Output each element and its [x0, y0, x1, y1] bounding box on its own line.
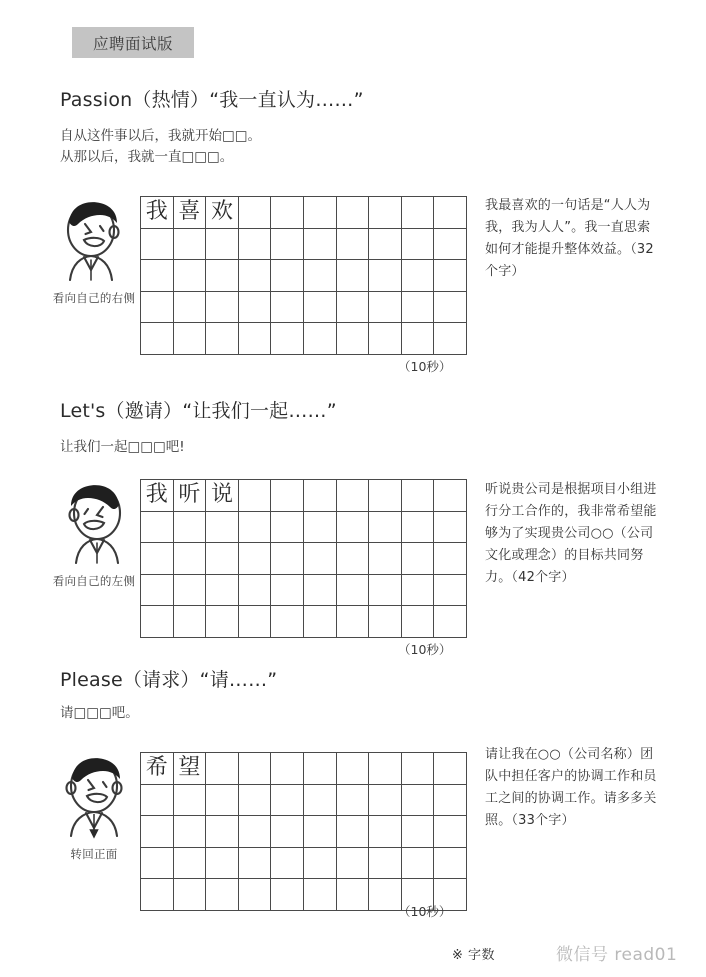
grid-cell[interactable]	[304, 229, 337, 261]
grid-cell[interactable]	[337, 753, 370, 785]
grid-cell[interactable]	[369, 229, 402, 261]
timer-label: （10秒）	[398, 359, 452, 374]
grid-cell[interactable]	[174, 848, 207, 880]
grid-cell[interactable]	[304, 879, 337, 911]
watermark-label: 微信号 read01	[556, 945, 678, 965]
grid-cell[interactable]: 喜	[174, 197, 207, 229]
grid-cell[interactable]	[402, 197, 435, 229]
grid-cell[interactable]	[271, 543, 304, 575]
grid-cell[interactable]	[304, 292, 337, 324]
grid-cell[interactable]	[141, 606, 174, 638]
grid-cell[interactable]	[304, 575, 337, 607]
answer-grid-lets[interactable]	[140, 479, 467, 638]
version-badge-label: 应聘面试版	[92, 34, 173, 53]
grid-cell[interactable]	[206, 260, 239, 292]
footer-note: ※ 字数	[452, 948, 496, 963]
grid-cell[interactable]	[369, 785, 402, 817]
grid-cell[interactable]	[206, 512, 239, 544]
grid-cell[interactable]	[402, 785, 435, 817]
grid-cell[interactable]	[271, 575, 304, 607]
grid-cell[interactable]	[304, 512, 337, 544]
grid-cell[interactable]	[402, 753, 435, 785]
grid-cell[interactable]	[304, 848, 337, 880]
grid-cell[interactable]	[402, 543, 435, 575]
grid-cell[interactable]	[304, 785, 337, 817]
grid-cell[interactable]	[369, 260, 402, 292]
grid-cell[interactable]	[271, 229, 304, 261]
section-heading: Passion（热情）“我一直认为……”	[60, 89, 364, 111]
grid-cell[interactable]	[239, 543, 272, 575]
grid-cell[interactable]	[369, 575, 402, 607]
grid-cell[interactable]	[402, 292, 435, 324]
avatar-please	[38, 752, 150, 862]
grid-cell[interactable]	[337, 480, 370, 512]
grid-cell[interactable]	[206, 753, 239, 785]
grid-cell[interactable]	[337, 197, 370, 229]
grid-cell[interactable]	[434, 480, 467, 512]
grid-cell[interactable]	[174, 323, 207, 355]
grid-cell[interactable]	[271, 260, 304, 292]
grid-cell[interactable]	[434, 512, 467, 544]
section-heading: Let's（邀请）“让我们一起……”	[60, 400, 337, 422]
section-subline: 请□□□吧。	[60, 705, 139, 721]
grid-cell[interactable]	[239, 292, 272, 324]
grid-cell[interactable]	[174, 816, 207, 848]
grid-cell[interactable]	[141, 260, 174, 292]
avatar-passion	[38, 196, 150, 306]
grid-cell[interactable]	[141, 816, 174, 848]
grid-cell[interactable]	[271, 480, 304, 512]
section-subline: 自从这件事以后，我就开始□□。	[60, 128, 262, 144]
grid-cell[interactable]	[271, 753, 304, 785]
grid-cell[interactable]	[369, 606, 402, 638]
grid-cell[interactable]	[369, 879, 402, 911]
sidenote-lets: 听说贵公司是根据项目小组进行分工合作的，我非常希望能够为了实现贵公司○○（公司文化或理念）的目标共同努力。（42个字）	[485, 482, 657, 585]
grid-cell[interactable]	[402, 848, 435, 880]
grid-cell[interactable]	[304, 197, 337, 229]
grid-cell[interactable]	[271, 323, 304, 355]
grid-cell[interactable]	[434, 543, 467, 575]
grid-cell[interactable]	[369, 197, 402, 229]
grid-cell[interactable]	[337, 606, 370, 638]
grid-cell[interactable]	[434, 197, 467, 229]
grid-cell[interactable]	[206, 229, 239, 261]
grid-cell[interactable]	[402, 260, 435, 292]
grid-cell[interactable]	[174, 606, 207, 638]
grid-cell[interactable]	[206, 575, 239, 607]
grid-cell[interactable]	[141, 323, 174, 355]
grid-cell[interactable]	[141, 879, 174, 911]
section-subline: 从那以后，我就一直□□□。	[60, 149, 234, 165]
avatar-lets	[38, 479, 150, 589]
grid-cell[interactable]	[141, 785, 174, 817]
grid-cell[interactable]	[141, 575, 174, 607]
grid-cell[interactable]	[239, 323, 272, 355]
avatar-caption: 看向自己的左侧	[52, 574, 136, 588]
sidenote-passion: 我最喜欢的一句话是“人人为我，我为人人”。我一直思索如何才能提升整体效益。（32个字）	[485, 198, 654, 279]
grid-cell[interactable]	[239, 197, 272, 229]
grid-cell[interactable]	[141, 229, 174, 261]
grid-cell[interactable]	[206, 879, 239, 911]
grid-cell[interactable]	[402, 606, 435, 638]
grid-cell[interactable]	[239, 229, 272, 261]
grid-cell[interactable]	[206, 785, 239, 817]
grid-cell[interactable]	[239, 512, 272, 544]
grid-cell[interactable]: 听	[174, 480, 207, 512]
face-looking-right-icon	[51, 196, 137, 288]
grid-cell[interactable]	[434, 229, 467, 261]
grid-cell[interactable]	[369, 543, 402, 575]
grid-cell[interactable]	[402, 480, 435, 512]
grid-cell[interactable]	[271, 292, 304, 324]
grid-cell[interactable]: 欢	[206, 197, 239, 229]
grid-cell[interactable]	[174, 512, 207, 544]
section-subline: 让我们一起□□□吧!	[60, 439, 185, 455]
grid-cell[interactable]	[402, 229, 435, 261]
grid-cell[interactable]	[271, 785, 304, 817]
grid-cell[interactable]	[304, 480, 337, 512]
grid-cell[interactable]: 我	[141, 197, 174, 229]
grid-cell[interactable]	[337, 512, 370, 544]
grid-cell[interactable]	[337, 848, 370, 880]
grid-cell[interactable]	[271, 816, 304, 848]
grid-cell[interactable]	[239, 848, 272, 880]
grid-cell[interactable]	[434, 260, 467, 292]
grid-cell[interactable]	[434, 606, 467, 638]
grid-cell[interactable]	[206, 816, 239, 848]
avatar-caption: 转回正面	[70, 847, 118, 861]
grid-cell[interactable]	[271, 606, 304, 638]
grid-cell[interactable]	[174, 543, 207, 575]
grid-cell[interactable]	[402, 512, 435, 544]
grid-cell[interactable]	[434, 848, 467, 880]
grid-cell[interactable]	[337, 260, 370, 292]
grid-cell[interactable]	[402, 816, 435, 848]
grid-cell[interactable]	[369, 753, 402, 785]
grid-cell[interactable]	[304, 753, 337, 785]
grid-cell[interactable]	[206, 292, 239, 324]
sidenote-please: 请让我在○○（公司名称）团队中担任客户的协调工作和员工之间的协调工作。请多多关照。（33个字）	[485, 747, 657, 828]
grid-cell[interactable]	[434, 292, 467, 324]
grid-cell[interactable]	[174, 785, 207, 817]
grid-cell[interactable]	[271, 197, 304, 229]
grid-cell[interactable]	[239, 816, 272, 848]
answer-grid-please[interactable]	[140, 752, 467, 911]
grid-cell[interactable]	[239, 260, 272, 292]
grid-cell[interactable]: 说	[206, 480, 239, 512]
grid-cell[interactable]	[402, 323, 435, 355]
grid-cell[interactable]	[206, 543, 239, 575]
avatar-caption: 看向自己的右侧	[52, 291, 136, 305]
grid-cell[interactable]	[141, 512, 174, 544]
grid-cell[interactable]	[174, 229, 207, 261]
grid-cell[interactable]	[369, 323, 402, 355]
grid-cell[interactable]	[337, 575, 370, 607]
section-heading: Please（请求）“请……”	[60, 669, 278, 691]
grid-cell[interactable]	[369, 292, 402, 324]
grid-cell[interactable]	[271, 879, 304, 911]
grid-cell[interactable]	[434, 816, 467, 848]
grid-cell[interactable]	[434, 753, 467, 785]
timer-label: （10秒）	[398, 904, 452, 919]
grid-cell[interactable]	[337, 785, 370, 817]
grid-cell[interactable]	[304, 260, 337, 292]
grid-cell[interactable]	[337, 292, 370, 324]
grid-cell[interactable]	[337, 543, 370, 575]
grid-cell[interactable]	[141, 292, 174, 324]
grid-cell[interactable]	[402, 575, 435, 607]
face-looking-left-icon	[51, 479, 137, 571]
grid-cell[interactable]	[239, 606, 272, 638]
grid-cell[interactable]	[369, 480, 402, 512]
grid-cell[interactable]	[174, 575, 207, 607]
grid-cell[interactable]	[206, 606, 239, 638]
grid-cell[interactable]	[174, 879, 207, 911]
grid-cell[interactable]	[239, 753, 272, 785]
grid-cell[interactable]	[239, 785, 272, 817]
grid-cell[interactable]	[304, 816, 337, 848]
grid-cell[interactable]	[337, 879, 370, 911]
grid-cell[interactable]	[304, 543, 337, 575]
grid-cell[interactable]	[239, 480, 272, 512]
answer-grid-passion[interactable]	[140, 196, 467, 355]
grid-cell[interactable]	[174, 260, 207, 292]
grid-cell[interactable]: 我	[141, 480, 174, 512]
grid-cell[interactable]	[434, 575, 467, 607]
grid-cell[interactable]	[304, 323, 337, 355]
grid-cell[interactable]	[369, 848, 402, 880]
grid-cell[interactable]	[337, 816, 370, 848]
grid-cell[interactable]	[369, 512, 402, 544]
grid-cell[interactable]	[337, 229, 370, 261]
grid-cell[interactable]	[239, 575, 272, 607]
grid-cell[interactable]	[206, 323, 239, 355]
version-badge	[72, 27, 194, 58]
grid-cell[interactable]: 望	[174, 753, 207, 785]
grid-cell[interactable]	[337, 323, 370, 355]
grid-cell[interactable]	[369, 816, 402, 848]
grid-cell[interactable]	[141, 848, 174, 880]
grid-cell[interactable]	[206, 848, 239, 880]
grid-cell[interactable]: 希	[141, 753, 174, 785]
grid-cell[interactable]	[304, 606, 337, 638]
grid-cell[interactable]	[434, 323, 467, 355]
grid-cell[interactable]	[434, 785, 467, 817]
grid-cell[interactable]	[174, 292, 207, 324]
grid-cell[interactable]	[271, 848, 304, 880]
face-front-icon	[51, 752, 137, 844]
timer-label: （10秒）	[398, 642, 452, 657]
grid-cell[interactable]	[141, 543, 174, 575]
grid-cell[interactable]	[239, 879, 272, 911]
grid-cell[interactable]	[271, 512, 304, 544]
